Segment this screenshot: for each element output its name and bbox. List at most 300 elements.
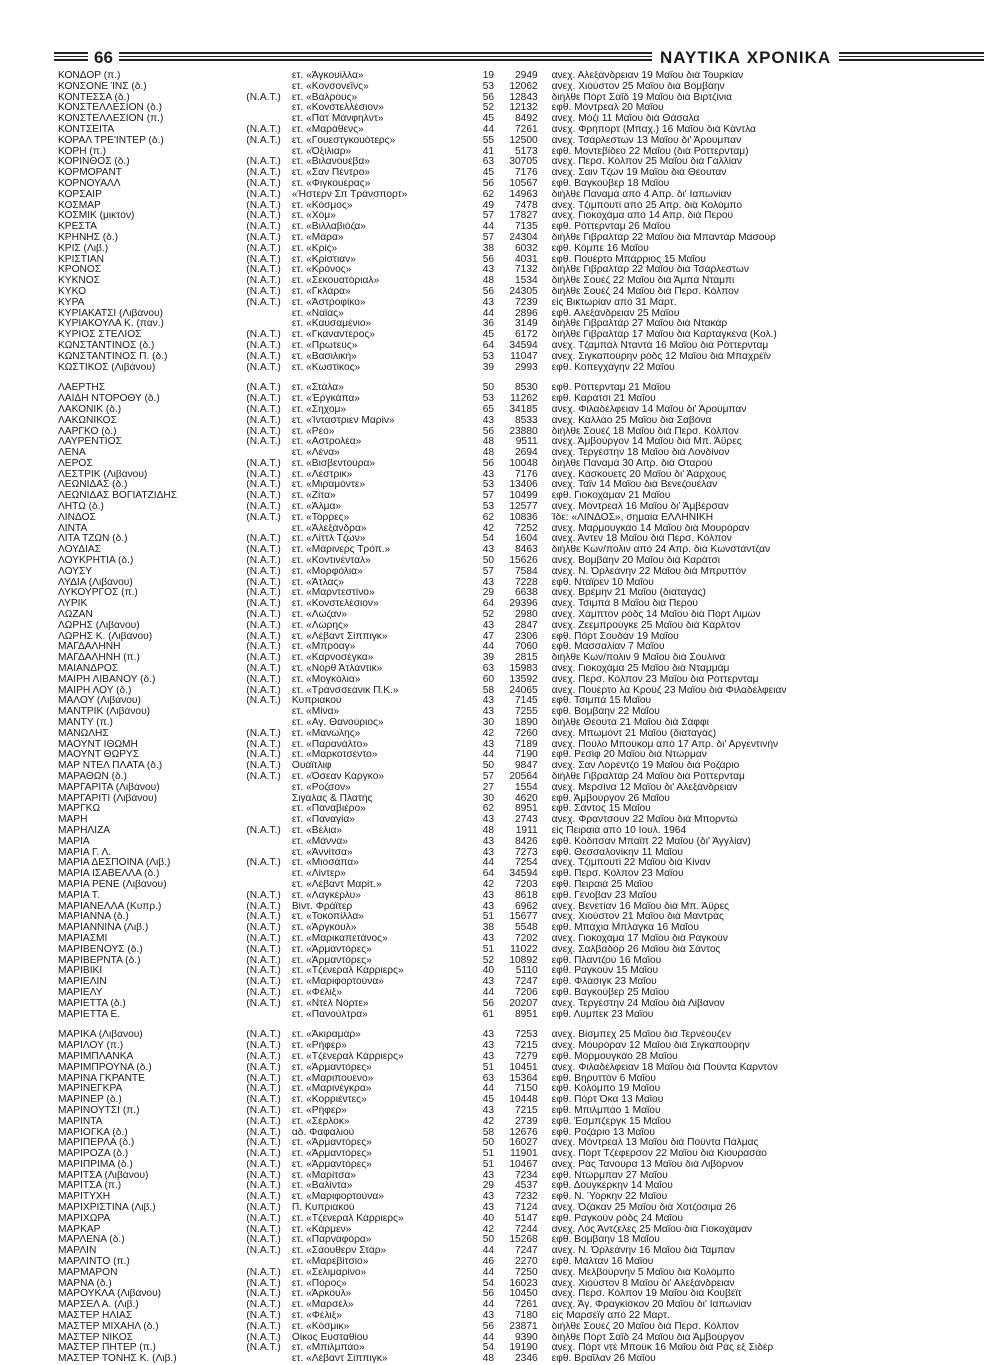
ship-row bbox=[58, 427, 958, 438]
ship-owner: ετ. «Μάρα» bbox=[291, 232, 344, 243]
ship-name: ΜΑΓΔΑΛΗΝΗ (π.) bbox=[58, 653, 140, 664]
ship-flag: (Ν.Α.Τ.) bbox=[246, 772, 281, 782]
ship-name: ΜΑΟΥΝΤ ΙΘΩΜΗ bbox=[58, 739, 138, 750]
ship-name: ΛΙΤΑ ΤΖΩΝ (δ.) bbox=[58, 534, 128, 545]
ship-owner: ετ. «Έργκάπα» bbox=[291, 394, 360, 405]
ship-name: ΛΗΤΩ (δ.) bbox=[58, 502, 104, 513]
ship-move: είς Μαρσέϊγ από 22 Μαρτ. bbox=[551, 1311, 670, 1322]
ship-name: ΜΑΡΙΒΕΡΝΤΑ (δ.) bbox=[58, 955, 141, 966]
ship-row bbox=[58, 136, 958, 147]
ship-row bbox=[58, 902, 958, 913]
ship-flag: (Ν.Α.Τ.) bbox=[246, 222, 281, 233]
ship-flag: (Ν.Α.Τ.) bbox=[246, 1213, 281, 1224]
ship-move: εφθ. Λύμπεκ 23 Μαΐου bbox=[551, 1009, 654, 1020]
ship-year: 48 bbox=[482, 448, 495, 459]
ship-name: ΛΕΣΤΡΙΚ (Λιβάνου) bbox=[58, 469, 148, 480]
ship-year: 44 bbox=[482, 1267, 495, 1278]
ship-row bbox=[58, 71, 958, 82]
ship-name: ΜΑΡΣΕΛ Α. (Λιβ.) bbox=[58, 1300, 139, 1311]
ship-owner: ετ. «Σάουθερν Στάρ» bbox=[291, 1246, 387, 1257]
ship-owner: ετ. «Λώρης» bbox=[291, 620, 349, 631]
ship-flag bbox=[246, 804, 292, 815]
ship-name: ΜΑΡΙΑ ΔΕΣΠΟΙΝΑ (Λιβ.) bbox=[58, 858, 171, 869]
ship-move: ανεχ. Άγ. Φραγκίσκον 20 Μαΐου δι' Ιαπωνίαν bbox=[551, 1300, 752, 1311]
ship-name: ΚΟΝΔΟΡ (π.) bbox=[58, 71, 121, 81]
ship-grt: 2993 bbox=[515, 362, 538, 373]
ship-grt: 7261 bbox=[515, 124, 538, 135]
ship-name: ΜΑΡΙΝΑ ΓΚΡΑΝΤΕ bbox=[58, 1073, 145, 1084]
ship-name: ΛΩΡΗΣ Κ. (Λιβάνου) bbox=[58, 631, 153, 642]
ship-move: ανεχ. Γιοκοχάμα 17 Μαΐου διά Ραγκούν bbox=[551, 933, 728, 944]
ship-year: 43 bbox=[482, 696, 495, 707]
ship-row bbox=[58, 610, 958, 621]
ship-flag: (Ν.Α.Τ.) bbox=[246, 1051, 281, 1062]
ship-name: ΜΑΡΟΥΚΛΑ (Λιβάνου) bbox=[58, 1289, 162, 1300]
ship-grt: 10451 bbox=[509, 1062, 538, 1073]
ship-owner: ετ. «Μπρόαγ» bbox=[291, 642, 356, 653]
ship-year: 64 bbox=[482, 869, 495, 880]
ship-flag: (Ν.Α.Τ.) bbox=[246, 124, 281, 135]
ship-flag: (Ν.Α.Τ.) bbox=[246, 437, 281, 448]
ship-owner: ετ. «Μαρκοτσέντο» bbox=[291, 750, 378, 761]
ship-move: εφθ. Ν. Ύόρκην 22 Μαΐου bbox=[551, 1192, 668, 1203]
ship-move: εφθ. Κοπεγχάγην 22 Μαΐου bbox=[551, 362, 675, 373]
ship-flag: (Ν.Α.Τ.) bbox=[246, 502, 281, 513]
ship-year: 40 bbox=[482, 1213, 495, 1224]
ship-name: ΜΑΡΙΠΡΙΜΑ (δ.) bbox=[58, 1159, 133, 1170]
ship-year: 42 bbox=[482, 1224, 495, 1235]
ship-move: εφθ. Μπάχια Μπλάγκα 16 Μαΐου bbox=[551, 923, 699, 934]
ship-move: διήλθε Γιβραλτάρ 24 Μαΐου διά Ρόττερνταμ bbox=[551, 772, 745, 782]
ship-name: ΜΑΡΙΧΡΙΣΤΙΝΑ (Λιβ.) bbox=[58, 1203, 156, 1214]
ship-grt: 15364 bbox=[509, 1073, 538, 1084]
ship-year: 45 bbox=[482, 114, 495, 125]
ship-row bbox=[58, 729, 958, 740]
ship-move: ανεχ. Φιλαδέλφειαν 18 Μαΐου διά Πούντα Καρντόν bbox=[551, 1062, 778, 1073]
ship-year: 43 bbox=[482, 890, 495, 901]
ship-owner: ετ. «Άργκουλ» bbox=[291, 923, 357, 934]
ship-grt: 4537 bbox=[515, 1181, 538, 1192]
ship-name: ΜΑΣΤΕΡ ΤΟΝΗΣ Κ. (Λιβ.) bbox=[58, 1354, 177, 1365]
ship-move: εφθ. Σάντος 15 Μαΐου bbox=[551, 804, 651, 815]
ship-owner: ετ. «Γκλάρα» bbox=[291, 286, 351, 297]
ship-grt: 2949 bbox=[515, 71, 538, 81]
ship-row bbox=[58, 534, 958, 545]
ship-row bbox=[58, 1052, 958, 1063]
ship-move: ανεχ. Πουέρτο λά Κρούζ 23 Μαΐου διά Φιλαδέλφειαν bbox=[551, 685, 787, 696]
ship-owner: ετ. «Άννίτσα» bbox=[291, 847, 353, 858]
ship-flag: (Ν.Α.Τ.) bbox=[246, 1170, 281, 1181]
ship-move: ανεχ. Περσ. Κόλπον 25 Μαΐου διά Γαλλίαν bbox=[551, 157, 743, 168]
ship-owner: ετ. «Γουεστγκουότερς» bbox=[291, 135, 396, 146]
ship-grt: 1890 bbox=[515, 718, 538, 729]
ship-flag: (Ν.Α.Τ.) bbox=[246, 135, 281, 146]
ship-row bbox=[58, 524, 958, 535]
ship-grt: 7228 bbox=[515, 577, 538, 588]
ship-grt: 7190 bbox=[515, 750, 538, 761]
ship-owner: ετ. «Σεκουατόριαλ» bbox=[291, 276, 380, 287]
ship-row bbox=[58, 858, 958, 869]
ship-name: ΚΥΚΝΟΣ bbox=[58, 276, 100, 287]
ship-flag: (Ν.Α.Τ.) bbox=[246, 1159, 281, 1170]
ship-move: ανεχ. Χιούστον 8 Μαΐου δι' Αλεξάνδρειαν bbox=[551, 1278, 735, 1289]
ship-year: 43 bbox=[482, 1311, 495, 1322]
ship-owner: ετ. «Βαλίντα» bbox=[291, 1181, 353, 1192]
ship-flag: (Ν.Α.Τ.) bbox=[246, 383, 281, 394]
ship-name: ΜΑΡΙΑΝΝΑ (δ.) bbox=[58, 912, 129, 923]
ship-flag: (Ν.Α.Τ.) bbox=[246, 588, 281, 599]
ship-flag: (Ν.Α.Τ.) bbox=[246, 232, 281, 243]
ship-grt: 3149 bbox=[515, 319, 538, 330]
ship-row bbox=[58, 276, 958, 287]
ship-owner: ετ. «Βασιλική» bbox=[291, 351, 357, 362]
ship-move: ανεχ. Περσ. Κόλπον 19 Μαΐου διά Κουβέϊτ bbox=[551, 1289, 742, 1300]
ship-move: εφθ. Μορμουγκάο 28 Μαΐου bbox=[551, 1051, 678, 1062]
ship-grt: 12577 bbox=[509, 502, 538, 513]
ship-flag: (Ν.Α.Τ.) bbox=[246, 642, 281, 653]
ship-grt: 7244 bbox=[515, 1224, 538, 1235]
ship-row bbox=[58, 265, 958, 276]
ship-year: 42 bbox=[482, 728, 495, 739]
ship-flag: (Ν.Α.Τ.) bbox=[246, 977, 281, 988]
ship-name: ΚΟΝΤΣΕΙΤΑ bbox=[58, 124, 115, 135]
ship-name: ΜΑΡΙΝΤΑ bbox=[58, 1116, 103, 1127]
ship-flag: (Ν.Α.Τ.) bbox=[246, 415, 281, 426]
ship-year: 56 bbox=[482, 1289, 495, 1300]
ship-move: ανεχ. Μουρόραν 12 Μαΐου διά Σιγκαπούρην bbox=[551, 1041, 750, 1052]
ship-row bbox=[58, 1063, 958, 1074]
ship-move: εφθ. Γένοβαν 23 Μαΐου bbox=[551, 890, 657, 901]
ship-move: εφθ. Θεσσαλονίκην 11 Μαΐου bbox=[551, 847, 684, 858]
ship-move: εφθ. Ντώρμπαν 27 Μαΐου bbox=[551, 1170, 668, 1181]
ship-move: ανεχ. Ταϊν 14 Μαΐου διά Βενεζουέλαν bbox=[551, 480, 718, 491]
ship-flag: (Ν.Α.Τ.) bbox=[246, 286, 281, 297]
ship-owner: ετ. «Βιλλαβιόζα» bbox=[291, 222, 366, 233]
ship-grt: 7247 bbox=[515, 1246, 538, 1257]
ship-row bbox=[58, 103, 958, 114]
ship-owner: ετ. «Άρκουλ» bbox=[291, 1289, 352, 1300]
ship-year: 56 bbox=[482, 426, 495, 437]
ship-year: 43 bbox=[482, 415, 495, 426]
ship-name: ΜΑΡΙΚΑ (Λιβάνου) bbox=[58, 1030, 143, 1041]
ship-name: ΜΑΡΛΙΝ bbox=[58, 1246, 97, 1257]
ship-year: 43 bbox=[482, 739, 495, 750]
ship-owner: ετ. «Μαρντεστίνο» bbox=[291, 588, 375, 599]
ship-owner: ετ. «Λώζαν» bbox=[291, 610, 348, 621]
ship-move: εφθ. Ρεσίφ 20 Μαΐου διά Ντώρμαν bbox=[551, 750, 707, 761]
ship-grt: 2847 bbox=[515, 620, 538, 631]
ship-flag: (Ν.Α.Τ.) bbox=[246, 1332, 281, 1343]
ship-name: ΚΥΡΙΟΣ ΣΤΕΛΙΟΣ bbox=[58, 330, 142, 341]
ship-row bbox=[58, 491, 958, 502]
ship-grt: 7584 bbox=[515, 566, 538, 577]
ship-row bbox=[58, 1279, 958, 1290]
ship-owner: ετ. «Μαριφορτούνα» bbox=[291, 977, 384, 988]
ship-move: εφθ. Βραΐλαν 26 Μαΐου bbox=[551, 1354, 656, 1365]
ship-row bbox=[58, 168, 958, 179]
ship-flag: (Ν.Α.Τ.) bbox=[246, 739, 281, 750]
ship-grt: 8618 bbox=[515, 890, 538, 901]
ship-year: 45 bbox=[482, 1095, 495, 1106]
ship-move: ανεχ. Βίσμπεχ 25 Μαΐου διά Τερνέουζεν bbox=[551, 1030, 731, 1041]
ship-grt: 2815 bbox=[515, 653, 538, 664]
ship-year: 53 bbox=[482, 351, 495, 362]
ship-row bbox=[58, 707, 958, 718]
ship-move: διήλθε Γιβραλτάρ 22 Μαΐου διά Τσάρλεστων bbox=[551, 265, 749, 276]
ship-move: ανεχ. Γιοκοχάμα 25 Μαΐου διά Νταμμάμ bbox=[551, 664, 730, 675]
ship-grt: 7261 bbox=[515, 1300, 538, 1311]
ship-flag: (Ν.Α.Τ.) bbox=[246, 685, 281, 696]
ship-row bbox=[58, 1246, 958, 1257]
ship-move: ανεχ. Γιοκοχάμα από 14 Απρ. διά Περού bbox=[551, 211, 734, 222]
ship-grt: 5173 bbox=[515, 146, 538, 157]
ship-grt: 23880 bbox=[509, 426, 538, 437]
ship-row bbox=[58, 599, 958, 610]
ship-name: ΚΩΝΣΤΑΝΤΙΝΟΣ (δ.) bbox=[58, 340, 155, 351]
ship-owner: ετ. «Μαρίτσα» bbox=[291, 1170, 356, 1181]
ship-row bbox=[58, 750, 958, 761]
ship-move: ανεχ. Σαν Λορέντζο 19 Μαΐου διά Ροζάριο bbox=[551, 761, 740, 772]
ship-move: εφθ. Ραγκούν ρόδς 24 Μαΐου bbox=[551, 1213, 683, 1224]
ship-owner: ετ. «Κρίστιαν» bbox=[291, 254, 356, 265]
ship-owner: ετ. «Φέλιξ» bbox=[291, 1311, 343, 1322]
ship-grt: 2306 bbox=[515, 631, 538, 642]
ship-grt: 7124 bbox=[515, 1203, 538, 1214]
ship-flag: (Ν.Α.Τ.) bbox=[246, 534, 281, 545]
ship-grt: 10048 bbox=[509, 458, 538, 469]
ship-grt: 6172 bbox=[515, 330, 538, 341]
ship-move: εφθ. Γιοκοχάμαν 21 Μαΐου bbox=[551, 491, 671, 502]
ship-move: εφθ. Άμβούργον 26 Μαΐου bbox=[551, 793, 670, 804]
ship-name: ΜΑΡΓΑΡΙΤΑ (Λιβάνου) bbox=[58, 782, 160, 793]
ship-move: εφθ. Δουγκέρκην 14 Μαΐου bbox=[551, 1181, 673, 1192]
ship-row bbox=[58, 1181, 958, 1192]
ship-owner: ετ. «Βιλανουέβα» bbox=[291, 157, 370, 168]
ship-flag: (Ν.Α.Τ.) bbox=[246, 933, 281, 944]
ship-year: 43 bbox=[482, 1203, 495, 1214]
ship-grt: 8426 bbox=[515, 836, 538, 847]
ship-name: ΜΑΡΙΑ ΡΕΝΕ (Λιβάνου) bbox=[58, 879, 167, 890]
ship-grt: 10836 bbox=[509, 512, 538, 523]
ship-name: ΜΑΡΙΑ Τ. bbox=[58, 890, 100, 901]
ship-flag bbox=[246, 82, 292, 93]
ship-row bbox=[58, 761, 958, 772]
ship-year: 43 bbox=[482, 1030, 495, 1041]
ship-flag: (Ν.Α.Τ.) bbox=[246, 577, 281, 588]
ship-flag bbox=[246, 848, 292, 859]
ship-move: ανεχ. Τσιμπά 8 Μαΐου διά Περού bbox=[551, 599, 698, 610]
ship-row bbox=[58, 1149, 958, 1160]
ship-name: ΜΑΡΙΧΩΡΑ bbox=[58, 1213, 111, 1224]
ship-year: 44 bbox=[482, 1300, 495, 1311]
ship-grt: 1911 bbox=[515, 825, 538, 836]
ship-owner: ετ. «Ντέλ Νόρτε» bbox=[291, 998, 369, 1009]
ship-year: 58 bbox=[482, 1127, 495, 1138]
ship-owner: ετ. «Ίνταστριεν Μαρίν» bbox=[291, 415, 395, 426]
ship-owner: ετ. «Κωστίκος» bbox=[291, 362, 361, 373]
ship-flag: (Ν.Α.Τ.) bbox=[246, 858, 281, 869]
ship-row bbox=[58, 545, 958, 556]
ship-grt: 11047 bbox=[510, 351, 538, 362]
ship-flag bbox=[246, 783, 292, 794]
ship-grt: 17827 bbox=[509, 211, 538, 222]
ship-owner: ετ. «Λίττλ Τζών» bbox=[291, 534, 366, 545]
ship-grt: 11022 bbox=[510, 944, 538, 955]
ship-row bbox=[58, 319, 958, 330]
ship-grt: 8533 bbox=[515, 415, 538, 426]
ship-owner: ετ. «Ρέο» bbox=[291, 426, 335, 437]
ship-move: διήλθε Θέουτα 21 Μαΐου διά Σάφφι bbox=[551, 718, 709, 729]
ship-move: ανεχ. Αλεξάνδρειαν 19 Μαΐου διά Τουρκίαν bbox=[551, 71, 744, 81]
ship-move: εφθ. Πουέρτο Μπάρριος 15 Μαΐου bbox=[551, 254, 706, 265]
ship-owner: ετ. «Αγ. Θανούριος» bbox=[291, 718, 384, 729]
ship-name: ΛΟΥΣΥ bbox=[58, 566, 93, 577]
ship-owner: ετ. «Στάλα» bbox=[291, 383, 344, 394]
ship-owner: ετ. «Μιοσάπα» bbox=[291, 858, 359, 869]
ship-move: ανεχ. Περσ. Κόλπον 23 Μαΐου διά Ρόττερνταμ bbox=[551, 674, 759, 685]
ship-flag: (Ν.Α.Τ.) bbox=[246, 556, 281, 567]
ship-move: ανεχ. Μόζι 11 Μαΐου διά Θάσαλα bbox=[551, 114, 700, 125]
ship-grt: 2270 bbox=[515, 1257, 538, 1268]
ship-year: 43 bbox=[482, 847, 495, 858]
ship-flag: (Ν.Α.Τ.) bbox=[246, 696, 281, 707]
ship-flag: (Ν.Α.Τ.) bbox=[246, 566, 281, 577]
ship-flag bbox=[246, 309, 292, 320]
ship-grt: 16023 bbox=[509, 1278, 538, 1289]
ship-move: εφθ. Ρόττερνταμ 21 Μαΐου bbox=[551, 383, 671, 394]
ship-owner: ετ. «Πανούλτρα» bbox=[291, 1009, 368, 1020]
ship-row bbox=[58, 114, 958, 125]
ship-grt: 34594 bbox=[509, 869, 538, 880]
ship-year: 44 bbox=[482, 124, 495, 135]
ship-flag: (Ν.Α.Τ.) bbox=[246, 1030, 281, 1041]
ship-move: εφθ. Βηρυττόν 6 Μαΐου bbox=[551, 1073, 656, 1084]
ship-row bbox=[58, 341, 958, 352]
ship-flag: (Ν.Α.Τ.) bbox=[246, 469, 281, 480]
ship-move: εφθ. Ροζάριο 13 Μαΐου bbox=[551, 1127, 655, 1138]
ship-owner: ετ. «Κονστελέσιον» bbox=[291, 599, 379, 610]
ship-name: ΚΥΚΟ bbox=[58, 286, 86, 297]
ship-row bbox=[58, 1289, 958, 1300]
ship-name: ΚΡΕΣΤΑ bbox=[58, 222, 97, 233]
ship-owner: Οίκος Ευσταθίου bbox=[291, 1332, 369, 1343]
ship-name: ΛΥΚΟΥΡΓΟΣ (π.) bbox=[58, 588, 138, 599]
ship-flag: (Ν.Α.Τ.) bbox=[246, 966, 281, 977]
ship-year: 62 bbox=[482, 512, 495, 523]
ship-grt: 10450 bbox=[509, 1289, 538, 1300]
ship-flag bbox=[246, 794, 292, 805]
ship-year: 45 bbox=[482, 168, 495, 179]
ship-owner: Βίντ. Φράϊτερ bbox=[291, 901, 353, 912]
ship-move: ανεχ. Ζεεμπρούγκε 25 Μαΐου διά Κάρλτον bbox=[551, 620, 741, 631]
ship-move: διήλθε Κων/πολιν από 24 Απρ. διά Κωνστάντζαν bbox=[551, 545, 771, 556]
ship-year: 43 bbox=[482, 469, 495, 480]
ship-owner: ετ. «Λέβαντ Σίππιγκ» bbox=[291, 631, 388, 642]
page-header bbox=[54, 47, 984, 69]
ship-move: ανεχ. Φρήπορτ (Μπαχ.) 16 Μαΐου διά Κάντλα bbox=[551, 124, 756, 135]
ship-year: 44 bbox=[482, 1332, 495, 1343]
ship-year: 52 bbox=[482, 103, 495, 114]
ship-grt: 4031 bbox=[515, 254, 538, 265]
ship-year: 41 bbox=[482, 146, 495, 157]
ship-owner: ετ. «Πρωτεύς» bbox=[291, 340, 358, 351]
ship-year: 43 bbox=[482, 815, 495, 826]
ship-year: 39 bbox=[482, 653, 495, 664]
ship-owner: Π. Κυπριακού bbox=[291, 1203, 355, 1214]
ship-grt: 8463 bbox=[515, 545, 538, 556]
ship-move: εφθ. Κόδιτσαν Μπαϊπ 22 Μαΐου (δι' Άγγλίαν) bbox=[551, 836, 751, 847]
ship-flag: (Ν.Α.Τ.) bbox=[246, 664, 281, 675]
ship-row bbox=[58, 1354, 958, 1365]
ship-row bbox=[58, 233, 958, 244]
ship-move: εφθ. Ρόττερνταμ 26 Μαΐου bbox=[551, 222, 671, 233]
ship-row bbox=[58, 330, 958, 341]
ship-owner: ετ. «Άρμαντόρες» bbox=[291, 1149, 372, 1160]
ship-name: ΜΑΝΤΡΙΚ (Λιβάνου) bbox=[58, 707, 151, 718]
ship-name: ΜΑΙΑΝΔΡΟΣ bbox=[58, 664, 119, 675]
ship-name: ΚΟΝΣΟΝΕ ΊΝΣ (δ.) bbox=[58, 81, 147, 92]
ship-year: 57 bbox=[482, 566, 495, 577]
ship-year: 63 bbox=[482, 664, 495, 675]
ship-flag: (Ν.Α.Τ.) bbox=[246, 728, 281, 739]
ship-year: 57 bbox=[482, 491, 495, 502]
ship-owner: ετ. «Άτλας» bbox=[291, 577, 345, 588]
ship-owner: ετ. «Κρόνος» bbox=[291, 265, 352, 276]
ship-row bbox=[58, 912, 958, 923]
ship-year: 56 bbox=[482, 286, 495, 297]
ship-owner: ετ. «Άρμαντόρες» bbox=[291, 1159, 372, 1170]
ship-owner: ετ. «Άρμαντόρες» bbox=[291, 1062, 372, 1073]
ship-grt: 30705 bbox=[509, 157, 538, 168]
ship-flag: (Ν.Α.Τ.) bbox=[246, 998, 281, 1009]
ship-move: ανεχ. Τεργέστην 18 Μαΐου διά Λονδίνον bbox=[551, 448, 730, 459]
ship-row bbox=[58, 1041, 958, 1052]
ship-year: 52 bbox=[482, 955, 495, 966]
ship-row bbox=[58, 363, 958, 374]
ship-owner: ετ. «Λαγκέρλυ» bbox=[291, 890, 361, 901]
ship-flag: (Ν.Α.Τ.) bbox=[246, 1073, 281, 1084]
ship-flag: (Ν.Α.Τ.) bbox=[246, 480, 281, 491]
ship-name: ΜΑΡΙΡΟΖΑ (δ.) bbox=[58, 1149, 129, 1160]
ship-year: 30 bbox=[482, 718, 495, 729]
ship-row bbox=[58, 352, 958, 363]
ship-name: ΜΑΣΤΕΡ ΜΙΧΑΗΛ (δ.) bbox=[58, 1321, 159, 1332]
ship-owner: ετ. «Μαρικαπετάνος» bbox=[291, 933, 388, 944]
ship-row bbox=[58, 480, 958, 491]
page-number: 66 bbox=[88, 47, 119, 69]
ship-name: ΜΑΡΑΘΩΝ (δ.) bbox=[58, 772, 127, 782]
ship-flag: (Ν.Α.Τ.) bbox=[246, 1343, 281, 1354]
ship-row bbox=[58, 675, 958, 686]
ship-name: ΛΟΥΔΙΑΣ bbox=[58, 545, 101, 556]
ship-grt: 7132 bbox=[515, 265, 538, 276]
ship-move: εφθ. Αλεξάνδρειαν 25 Μαΐου bbox=[551, 308, 680, 319]
ship-grt: 7254 bbox=[515, 858, 538, 869]
ship-grt: 15268 bbox=[509, 1235, 538, 1246]
ship-name: ΚΟΣΜΑΡ bbox=[58, 200, 101, 211]
ship-owner: ετ. «Τζένεραλ Κάρριερς» bbox=[291, 1051, 404, 1062]
ship-grt: 5110 bbox=[515, 966, 538, 977]
ship-flag: (Ν.Α.Τ.) bbox=[246, 901, 281, 912]
ship-grt: 8951 bbox=[515, 1009, 538, 1020]
ship-owner: ετ. «Τζένεραλ Κάρριερς» bbox=[291, 1213, 404, 1224]
ship-row bbox=[58, 1192, 958, 1203]
ship-name: ΚΥΡΑ bbox=[58, 297, 85, 308]
ship-move: διήλθε Κων/πολιν 9 Μαΐου διά Σουλινά bbox=[551, 653, 726, 664]
ship-grt: 34185 bbox=[509, 404, 538, 415]
ship-row bbox=[58, 1225, 958, 1236]
ship-grt: 9390 bbox=[515, 1332, 538, 1343]
